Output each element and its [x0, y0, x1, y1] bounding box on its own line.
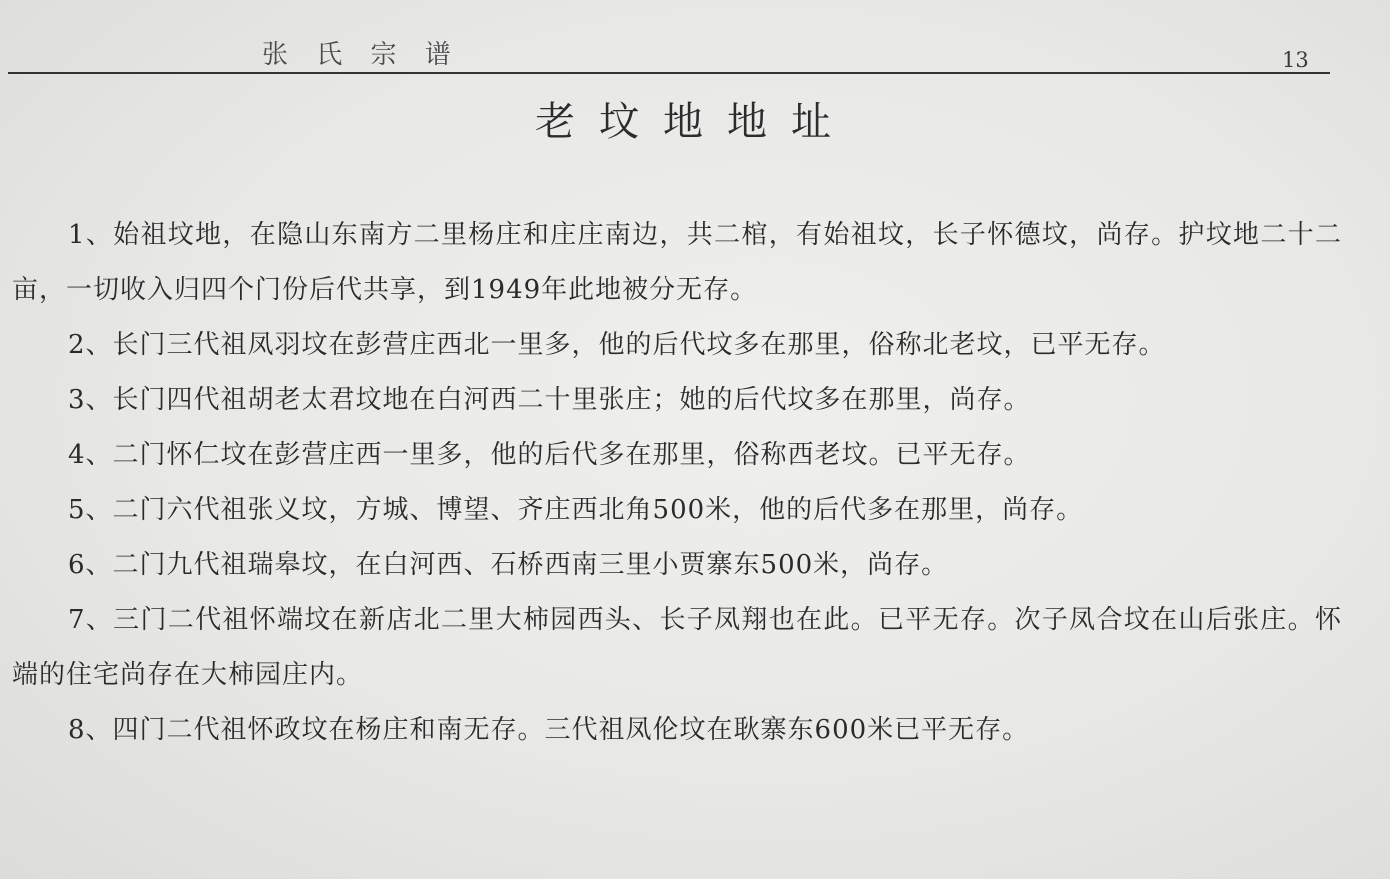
entry-1: 1、始祖坟地，在隐山东南方二里杨庄和庄庄南边，共二棺，有始祖坟，长子怀德坟，尚存。护坟地二十二亩，一切收入归四个门份后代共享，到1949年此地被分无存。	[12, 220, 1342, 305]
entry-4: 4、二门怀仁坟在彭营庄西一里多，他的后代多在那里，俗称西老坟。已平无存。	[68, 440, 1031, 470]
running-header-title: 张 氏 宗 谱	[262, 40, 461, 70]
entry-7: 7、三门二代祖怀端坟在新店北二里大柿园西头、长子凤翔也在此。已平无存。次子凤合坟在山后张庄。怀端的住宅尚存在大柿园庄内。	[12, 605, 1342, 690]
page-number: 13	[1282, 48, 1309, 72]
entry-5: 5、二门六代祖张义坟，方城、博望、齐庄西北角500米，他的后代多在那里，尚存。	[68, 495, 1084, 525]
entry-8: 8、四门二代祖怀政坟在杨庄和南无存。三代祖凤伦坟在耿寨东600米已平无存。	[68, 715, 1030, 745]
document-title: 老坟地地址	[535, 99, 855, 145]
entry-2: 2、长门三代祖凤羽坟在彭营庄西北一里多，他的后代坟多在那里，俗称北老坟，已平无存。	[68, 330, 1166, 360]
header-rule	[8, 72, 1330, 74]
entry-6: 6、二门九代祖瑞皋坟，在白河西、石桥西南三里小贾寨东500米，尚存。	[68, 550, 949, 580]
entry-3: 3、长门四代祖胡老太君坟地在白河西二十里张庄；她的后代坟多在那里，尚存。	[68, 385, 1031, 415]
entry-list	[12, 208, 1342, 758]
